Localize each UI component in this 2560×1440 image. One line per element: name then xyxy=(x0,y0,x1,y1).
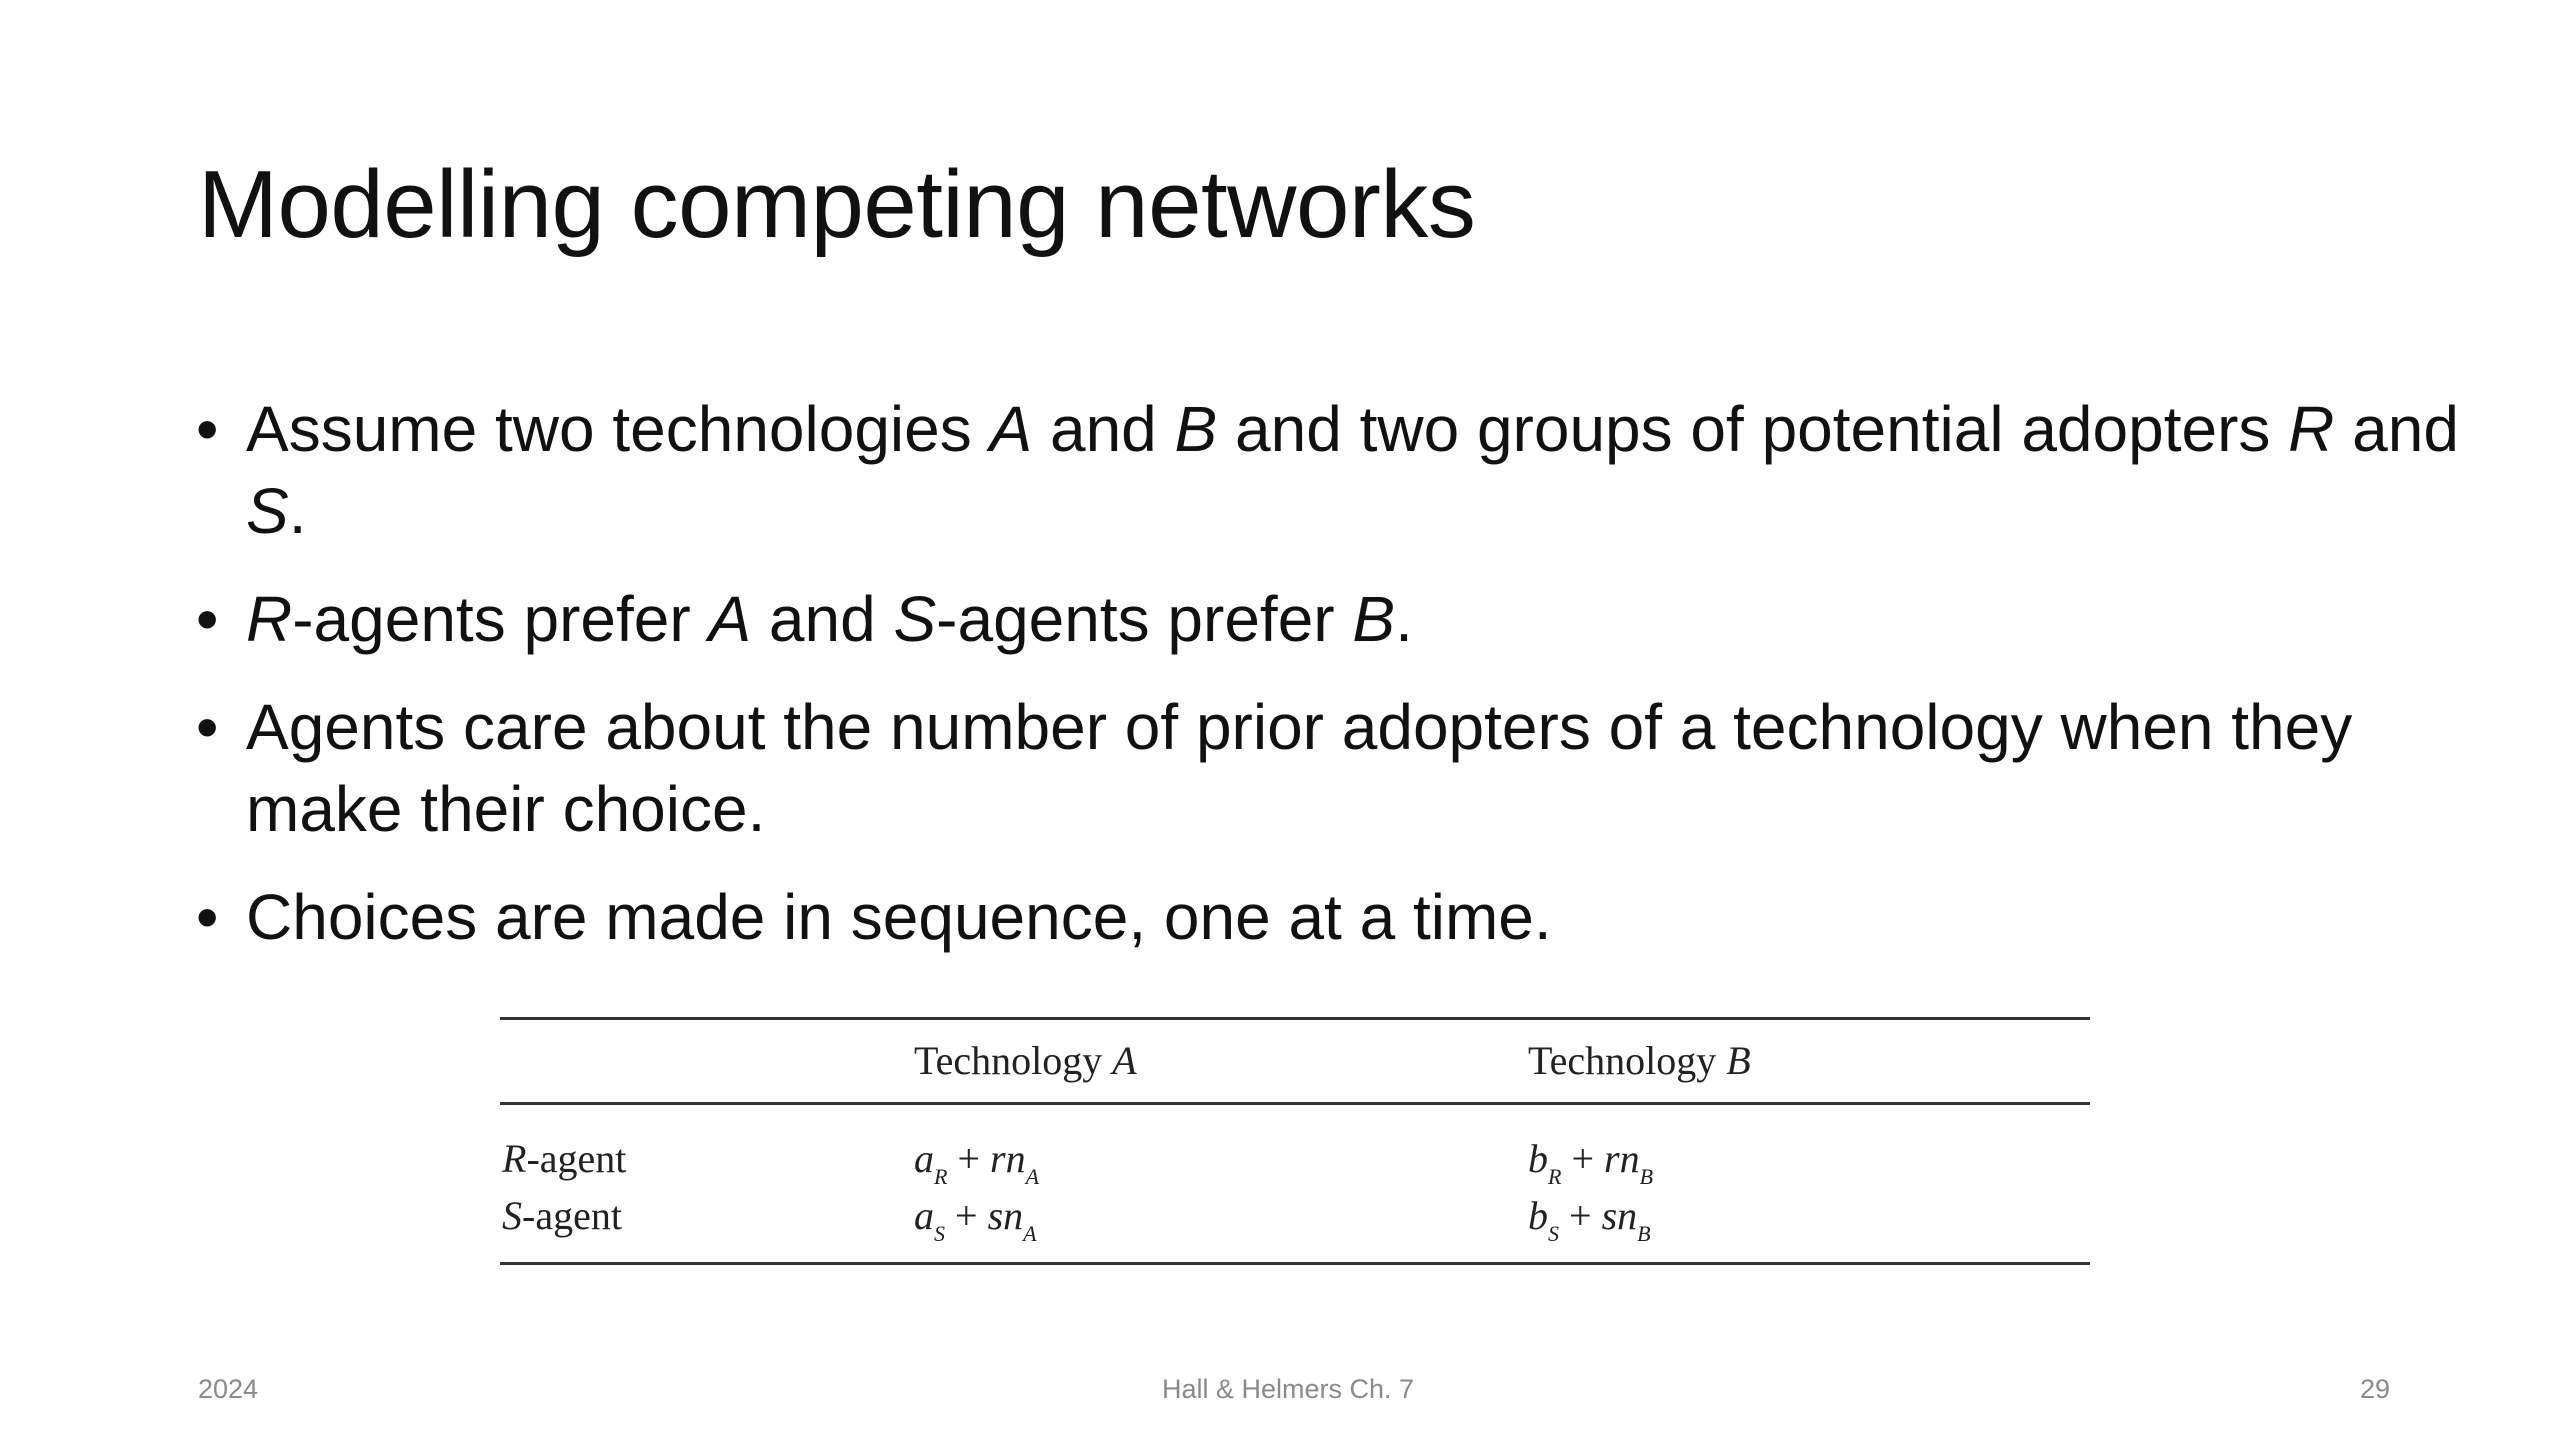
formula-term: sn xyxy=(987,1193,1024,1238)
header-text: Technology xyxy=(1528,1038,1727,1083)
bullet-item xyxy=(196,578,2476,660)
formula-subscript: A xyxy=(1025,1164,1040,1189)
bullet-text xyxy=(246,393,2459,547)
payoff-table xyxy=(500,1017,2090,1267)
bullet-text-part: . xyxy=(1395,583,1413,655)
formula-subscript: R xyxy=(1548,1164,1562,1189)
bullet-text-part: B xyxy=(1352,583,1396,655)
bullet-item xyxy=(196,388,2476,552)
bullet-text-part: and xyxy=(1032,393,1175,465)
footer-date: 2024 xyxy=(198,1374,259,1404)
bullet-text-part: and xyxy=(2334,393,2459,465)
bullet-text-part: R xyxy=(2288,393,2335,465)
formula-operator: + xyxy=(1561,1136,1605,1181)
table-top-rule xyxy=(500,1017,2090,1020)
row-label-var: S xyxy=(502,1193,522,1238)
formula-term: b xyxy=(1528,1136,1548,1181)
table-bottom-rule xyxy=(500,1262,2090,1265)
formula-term: b xyxy=(1528,1193,1548,1238)
bullet-text-part: . xyxy=(288,475,307,547)
bullet-marker: • xyxy=(196,691,219,763)
formula-term: a xyxy=(914,1193,934,1238)
row-label-text: -agent xyxy=(526,1136,627,1181)
bullet-text-part: R xyxy=(246,583,293,655)
table-row-label-s-agent xyxy=(502,1192,622,1239)
bullet-text-part: S xyxy=(893,583,937,655)
bullet-text xyxy=(246,583,1413,655)
formula-subscript: B xyxy=(1637,1221,1651,1246)
bullet-text-part: A xyxy=(989,393,1033,465)
table-header-technology-b xyxy=(1528,1037,1751,1084)
bullet-item xyxy=(196,876,2476,958)
bullet-text xyxy=(246,881,1552,953)
table-row-label-r-agent xyxy=(502,1135,626,1182)
bullet-list xyxy=(196,388,2476,984)
table-cell-r-a xyxy=(914,1135,1039,1190)
formula-operator: + xyxy=(1559,1193,1602,1238)
bullet-marker: • xyxy=(196,881,219,953)
bullet-text-part: Assume two technologies xyxy=(246,393,990,465)
row-label-var: R xyxy=(502,1136,527,1181)
header-text: Technology xyxy=(914,1038,1113,1083)
table-cell-r-b xyxy=(1528,1135,1653,1190)
bullet-text-part: S xyxy=(246,475,289,547)
bullet-text-part: -agents prefer xyxy=(292,583,709,655)
bullet-text-part: and two groups of potential adopters xyxy=(1217,393,2289,465)
bullet-text-part: A xyxy=(708,583,752,655)
formula-subscript: S xyxy=(934,1221,945,1246)
slide-title: Modelling competing networks xyxy=(198,151,1476,258)
formula-term: rn xyxy=(1604,1136,1640,1181)
formula-term: sn xyxy=(1601,1193,1638,1238)
header-var: A xyxy=(1112,1038,1137,1083)
formula-term: a xyxy=(914,1136,934,1181)
bullet-text-part: Choices are made in sequence, one at a time. xyxy=(246,881,1552,953)
formula-operator: + xyxy=(945,1193,988,1238)
row-label-text: -agent xyxy=(522,1193,622,1238)
bullet-text xyxy=(246,691,2352,845)
formula-subscript: B xyxy=(1639,1164,1654,1189)
footer-source: Hall & Helmers Ch. 7 xyxy=(1162,1374,1415,1404)
bullet-text-part: Agents care about the number of prior adopters of a technology when they make their choice. xyxy=(246,691,2353,845)
table-header-technology-a xyxy=(914,1037,1137,1084)
bullet-marker: • xyxy=(196,393,219,465)
formula-term: rn xyxy=(990,1136,1026,1181)
footer-page-number: 29 xyxy=(2360,1374,2391,1404)
bullet-text-part: -agents prefer xyxy=(936,583,1353,655)
bullet-item xyxy=(196,686,2476,850)
header-var: B xyxy=(1726,1038,1751,1083)
table-cell-s-a xyxy=(914,1192,1037,1247)
formula-operator: + xyxy=(947,1136,991,1181)
table-header-rule xyxy=(500,1102,2090,1105)
formula-subscript: A xyxy=(1023,1221,1037,1246)
formula-subscript: R xyxy=(934,1164,948,1189)
bullet-text-part: B xyxy=(1174,393,1218,465)
bullet-text-part: and xyxy=(751,583,894,655)
formula-subscript: S xyxy=(1548,1221,1559,1246)
table-cell-s-b xyxy=(1528,1192,1651,1247)
bullet-marker: • xyxy=(196,583,219,655)
